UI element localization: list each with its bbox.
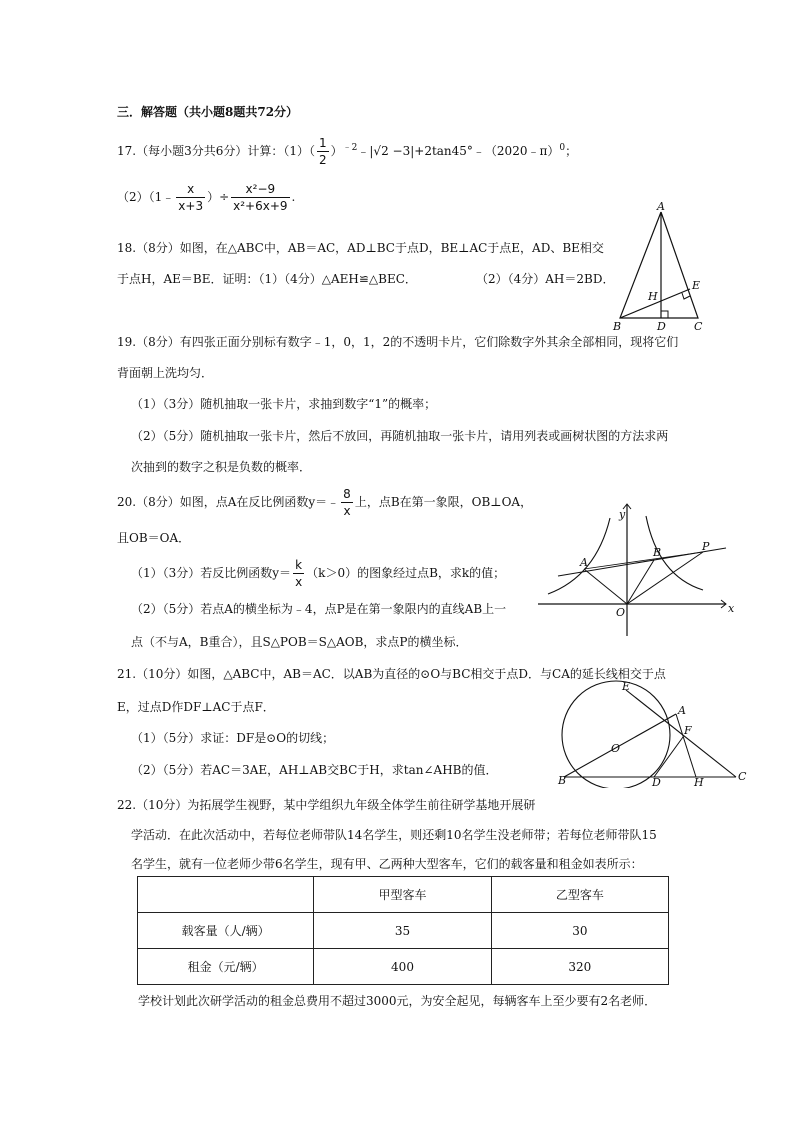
q17-p2-end: . bbox=[291, 190, 296, 204]
q20-line3 bbox=[131, 553, 505, 593]
q17-frac-half-den: 2 bbox=[319, 153, 327, 167]
table-cell: 400 bbox=[314, 949, 491, 985]
table-row bbox=[138, 949, 669, 985]
q21-label-c: C bbox=[738, 770, 747, 783]
q20-frac-8x bbox=[341, 486, 353, 519]
q17-frac-half-num: 1 bbox=[319, 136, 327, 150]
q17-exponent: ﹣2 bbox=[342, 143, 358, 153]
q18-line1: 18.（8分）如图，在△ABC中，AB＝AC，AD⊥BC于点D，BE⊥AC于点E，AD、BE相交 bbox=[117, 241, 604, 255]
section-title: 三．解答题（共小题8题共72分） bbox=[117, 105, 299, 119]
q18-line2: 于点H，AE＝BE．证明：（1）（4分）△AEH≌△BEC． bbox=[117, 272, 417, 286]
q20-line2: 且OB＝OA． bbox=[117, 531, 191, 545]
q21-label-h: H bbox=[694, 776, 704, 788]
q18-triangle-figure bbox=[608, 198, 708, 334]
q22-bus-table bbox=[137, 876, 669, 985]
table-header-row bbox=[138, 877, 669, 913]
q21-line3: （1）（5分）求证：DF是⊙O的切线； bbox=[131, 731, 335, 745]
q19-line5: 次抽到的数字之积是负数的概率． bbox=[131, 460, 312, 474]
q17-frac-x-num: x bbox=[176, 181, 205, 198]
q17-p2-open: （2）（1﹣ bbox=[117, 190, 175, 204]
table-header-cell: 甲型客车 bbox=[314, 877, 491, 913]
table-cell: 320 bbox=[491, 949, 668, 985]
q17-line2 bbox=[117, 180, 295, 214]
q20-axis-y-label: y bbox=[619, 508, 626, 521]
q19-line3: （1）（3分）随机抽取一张卡片，求抽到数字“1”的概率； bbox=[131, 397, 437, 411]
q19-line1: 19.（8分）有四张正面分别标有数字﹣1，0，1，2的不透明卡片，它们除数字外其余全部相同，现将它们 bbox=[117, 335, 679, 349]
q20-label-p: P bbox=[702, 540, 710, 553]
q20-frac-8x-num: 8 bbox=[343, 487, 351, 501]
q18-label-e: E bbox=[692, 279, 701, 292]
q20-frac-kx bbox=[293, 557, 304, 590]
q20-l3a: （1）（3分）若反比例函数y＝ bbox=[131, 566, 292, 580]
q17-p2-close: ）÷ bbox=[207, 190, 230, 204]
q21-label-a: A bbox=[678, 704, 686, 717]
table-cell: 租金（元/辆） bbox=[138, 949, 314, 985]
q20-label-b: B bbox=[653, 546, 662, 559]
q20-label-a: A bbox=[580, 556, 588, 569]
q17-frac-half bbox=[317, 135, 329, 168]
q20-frac-kx-den: x bbox=[295, 575, 303, 589]
q20-l1a: 20.（8分）如图，点A在反比例函数y＝﹣ bbox=[117, 495, 340, 509]
q21-label-d: D bbox=[652, 776, 661, 788]
q17-frac-big-num: x²−9 bbox=[231, 181, 289, 198]
q21-label-e: E bbox=[622, 680, 631, 693]
q21-label-o: O bbox=[611, 742, 621, 755]
q20-axis-x-label: x bbox=[728, 602, 735, 615]
q19-line4: （2）（5分）随机抽取一张卡片，然后不放回，再随机抽取一张卡片，请用列表或画树状图的方法求两 bbox=[131, 429, 669, 443]
q17-frac-big-den: x²+6x+9 bbox=[233, 199, 288, 213]
q20-l1b: 上，点B在第一象限，OB⊥OA， bbox=[354, 495, 533, 509]
table-cell: 35 bbox=[314, 913, 491, 949]
q21-label-f: F bbox=[684, 724, 692, 737]
q18-label-b: B bbox=[613, 320, 622, 333]
q17-intro: 17.（每小题3分共6分）计算：（1）（ bbox=[117, 144, 315, 158]
q17-frac-x-den: x+3 bbox=[178, 199, 204, 213]
q22-line4: 学校计划此次研学活动的租金总费用不超过3000元，为安全起见，每辆客车上至少要有2名老师． bbox=[138, 994, 657, 1008]
q21-label-b: B bbox=[558, 774, 567, 787]
q22-line2: 学活动．在此次活动中，若每位老师带队14名学生，则还剩10名学生没老师带；若每位老师带队15 bbox=[131, 828, 657, 842]
q21-line1: 21.（10分）如图，△ABC中，AB＝AC．以AB为直径的⊙O与BC相交于点D．与CA的延长线相交于点 bbox=[117, 667, 666, 681]
q17-exponent-zero: 0 bbox=[559, 143, 566, 153]
q19-line2: 背面朝上洗均匀． bbox=[117, 366, 214, 380]
q20-frac-8x-den: x bbox=[343, 504, 351, 518]
q20-graph-figure bbox=[538, 498, 742, 638]
table-header-cell bbox=[138, 877, 314, 913]
table-cell: 30 bbox=[491, 913, 668, 949]
q17-frac-x bbox=[176, 181, 205, 214]
q17-end: ； bbox=[565, 144, 578, 158]
q17-frac-big bbox=[231, 181, 289, 214]
table-cell: 载客量（人/辆） bbox=[138, 913, 314, 949]
q21-line4: （2）（5分）若AC＝3AE，AH⊥AB交BC于H，求tan∠AHB的值． bbox=[131, 763, 498, 777]
q18-line2b: （2）（4分）AH＝2BD． bbox=[476, 272, 615, 286]
q18-label-h: H bbox=[648, 290, 658, 303]
q18-label-d: D bbox=[657, 320, 666, 333]
q20-line5: 点（不与A，B重合），且S△POB＝S△AOB，求点P的横坐标． bbox=[131, 635, 468, 649]
table-header-cell: 乙型客车 bbox=[491, 877, 668, 913]
q17-rest: ﹣|√2 −3|+2tan45°﹣（2020﹣π） bbox=[357, 144, 560, 158]
q20-frac-kx-num: k bbox=[293, 557, 304, 574]
q20-l3b: （k＞0）的图象经过点B，求k的值； bbox=[306, 566, 506, 580]
q22-line3: 名学生，就有一位老师少带6名学生，现有甲、乙两种大型客车，它们的载客量和租金如表所示： bbox=[131, 857, 643, 871]
q18-label-c: C bbox=[694, 320, 703, 333]
q22-line1: 22.（10分）为拓展学生视野，某中学组织九年级全体学生前往研学基地开展研 bbox=[117, 798, 536, 812]
q20-line1 bbox=[117, 482, 532, 522]
q21-line2: E，过点D作DF⊥AC于点F． bbox=[117, 700, 275, 714]
q17-line1: 17.（每小题3分共6分）计算：（1）（ $\frac{1}{2}$ ）$^{﹣2}$﹣|√2 −3|+2tan45°﹣（2020﹣π）$^0$； bbox=[117, 136, 578, 167]
q18-label-a: A bbox=[657, 200, 665, 213]
q20-label-o: O bbox=[616, 606, 626, 619]
table-row bbox=[138, 913, 669, 949]
q21-circle-figure bbox=[556, 680, 756, 788]
q20-line4: （2）（5分）若点A的横坐标为﹣4，点P是在第一象限内的直线AB上一 bbox=[131, 602, 507, 616]
